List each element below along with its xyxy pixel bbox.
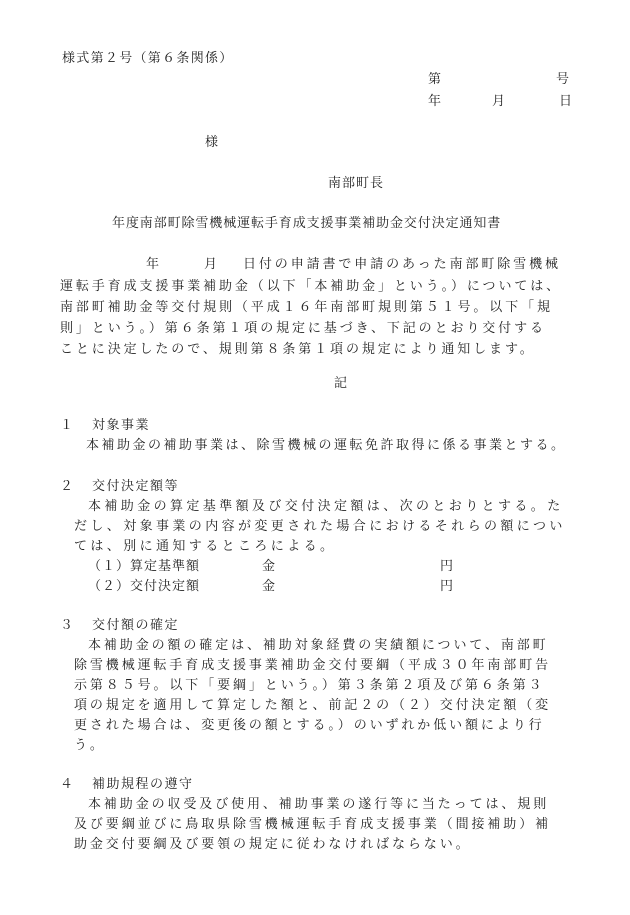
date-day: 日 [559, 94, 573, 109]
section-4-line-3: 助金交付要綱及び要領の規定に従わなければならない。 [74, 837, 472, 852]
section-1-number: １ [60, 418, 74, 433]
addressee-honorific: 様 [205, 135, 219, 150]
section-3-line-5: 更された場合は、変更後の額とする。）のいずれか低い額により行 [74, 718, 545, 733]
intro-year: 年 [146, 257, 160, 272]
section-2-line-2: だし、対象事業の内容が変更された場合におけるそれらの額につい [74, 519, 566, 534]
amount-1-label: （１）算定基準額 [88, 559, 201, 574]
section-1-line-1: 本補助金の補助事業は、除雪機械の運転免許取得に係る事業とする。 [86, 438, 567, 453]
section-3-line-4: 項の規定を適用して算定した額と、前記２の（２）交付決定額（変 [74, 698, 552, 713]
date-month: 月 [492, 94, 506, 109]
amount-1-prefix: 金 [262, 559, 276, 574]
intro-line-2: 運転手育成支援事業補助金（以下「本補助金」という。）については、 [60, 279, 563, 294]
number-suffix: 号 [556, 72, 570, 87]
amount-2-label: （２）交付決定額 [88, 579, 201, 594]
section-4-heading: 補助規程の遵守 [92, 777, 194, 792]
section-2-number: ２ [60, 479, 74, 494]
intro-line-5: ことに決定したので、規則第８条第１項の規定により通知します。 [60, 342, 536, 357]
section-3-heading: 交付額の確定 [92, 618, 180, 633]
issuer-name: 南部町長 [328, 176, 385, 191]
section-2-line-1: 本補助金の算定基準額及び交付決定額は、次のとおりとする。た [88, 499, 564, 514]
intro-line-1: 日付の申請書で申請のあった南部町除雪機械 [243, 257, 561, 272]
section-2-heading: 交付決定額等 [92, 479, 180, 494]
date-year: 年 [428, 94, 442, 109]
section-4-line-2: 及び要綱並びに鳥取県除雪機械運転手育成支援事業（間接補助）補 [74, 817, 552, 832]
section-4-line-1: 本補助金の収受及び使用、補助事業の遂行等に当たっては、規則 [88, 797, 550, 812]
section-3-line-6: う。 [74, 738, 106, 753]
section-3-number: ３ [60, 618, 74, 633]
amount-2-prefix: 金 [262, 579, 276, 594]
section-2-line-3: ては、別に通知するところによる。 [74, 539, 337, 554]
section-3-line-3: 示第８５号。以下「要綱」という。）第３条第２項及び第６条第３ [74, 678, 545, 693]
ki-marker: 記 [334, 376, 348, 391]
amount-2-unit: 円 [440, 579, 454, 594]
number-prefix: 第 [428, 72, 442, 87]
intro-line-3: 南部町補助金等交付規則（平成１６年南部町規則第５１号。以下「規 [60, 300, 553, 315]
section-1-heading: 対象事業 [92, 418, 151, 433]
section-3-line-2: 除雪機械運転手育成支援事業補助金交付要綱（平成３０年南部町告 [74, 658, 552, 673]
amount-1-unit: 円 [440, 559, 454, 574]
intro-line-4: 則」という。）第６条第１項の規定に基づき、下記のとおり交付する [60, 321, 546, 336]
section-4-number: ４ [60, 777, 74, 792]
intro-month: 月 [204, 257, 218, 272]
section-3-line-1: 本補助金の額の確定は、補助対象経費の実績額について、南部町 [88, 638, 549, 653]
document-title: 年度南部町除雪機械運転手育成支援事業補助金交付決定通知書 [112, 216, 502, 231]
form-label: 様式第２号（第６条関係） [62, 51, 234, 66]
